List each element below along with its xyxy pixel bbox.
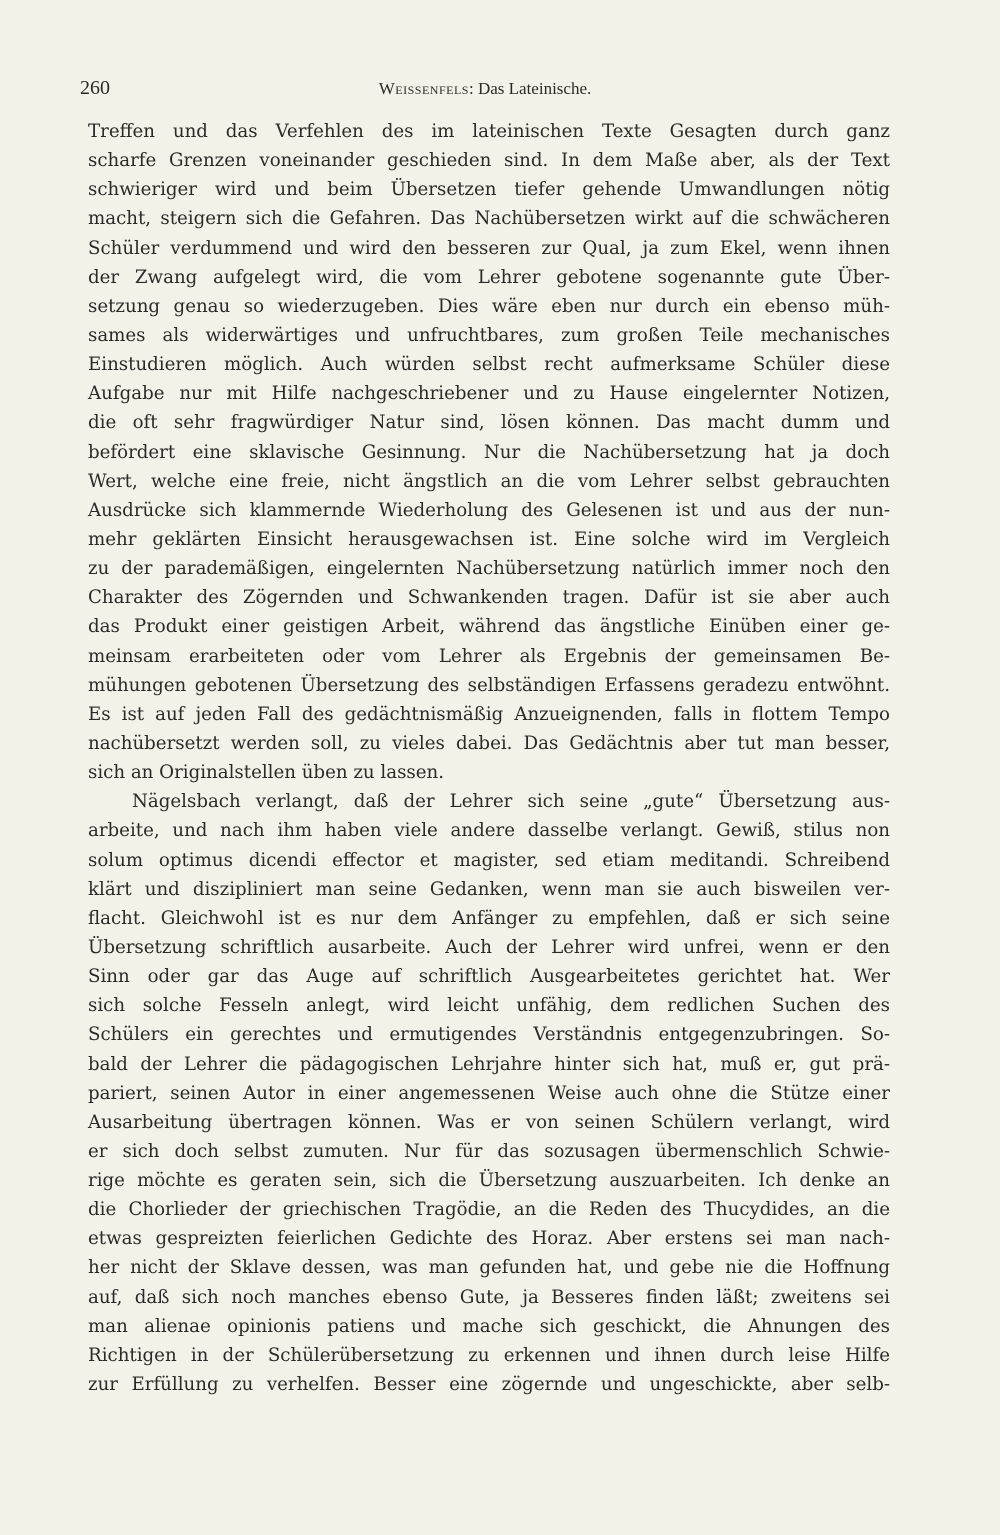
text-line: klärt und diszipliniert man seine Gedanken, wenn man sie auch bisweilen ver- (88, 878, 890, 900)
text-line: auf, daß sich noch manches ebenso Gute, ja Besseres finden läßt; zweitens sei (88, 1286, 890, 1308)
text-line: Es ist auf jeden Fall des gedächtnismäßig Anzueignenden, falls in flottem Tempo (88, 703, 890, 725)
text-line: meinsam erarbeiteten oder vom Lehrer als Ergebnis der gemeinsamen Be- (88, 645, 890, 667)
running-head (80, 74, 890, 104)
page-number: 260 (80, 77, 110, 99)
header-separator: : (468, 79, 478, 98)
body-text (88, 117, 890, 1399)
text-line: mühungen gebotenen Übersetzung des selbständigen Erfassens geradezu entwöhnt. (88, 674, 890, 696)
text-line: zur Erfüllung zu verhelfen. Besser eine zögernde und ungeschickte, aber selb- (88, 1374, 890, 1396)
paragraph-first-line: Nägelsbach verlangt, daß der Lehrer sich seine „gute“ Übersetzung aus- (132, 791, 890, 813)
text-line: Übersetzung schriftlich ausarbeite. Auch der Lehrer wird unfrei, wenn er den (88, 936, 890, 958)
text-line: Aufgabe nur mit Hilfe nachgeschriebener und zu Hause eingelernter Notizen, (88, 383, 890, 405)
running-title (80, 76, 890, 102)
text-line: er sich doch selbst zumuten. Nur für das sozusagen übermenschlich Schwie- (88, 1140, 890, 1162)
text-line: Ausarbeitung übertragen können. Was er von seinen Schülern verlangt, wird (88, 1111, 890, 1133)
text-line: etwas gespreizten feierlichen Gedichte des Horaz. Aber erstens sei man nach- (88, 1228, 890, 1250)
text-line: Schüler verdummend und wird den besseren zur Qual, ja zum Ekel, wenn ihnen (88, 237, 890, 259)
text-line: Treffen und das Verfehlen des im lateinischen Texte Gesagten durch ganz (88, 121, 890, 142)
text-line: sames als widerwärtiges und unfruchtbares, zum großen Teile mechanisches (88, 324, 890, 346)
text-line: mehr geklärten Einsicht herausgewachsen ist. Eine solche wird im Vergleich (88, 528, 890, 550)
text-line: flacht. Gleichwohl ist es nur dem Anfänger zu empfehlen, daß er sich seine (88, 907, 890, 929)
text-line: zu der parademäßigen, eingelernten Nachübersetzung natürlich immer noch den (88, 558, 890, 580)
text-line: Schülers ein gerechtes und ermutigendes Verständnis entgegenzubringen. So- (88, 1024, 890, 1046)
text-line: die Chorlieder der griechischen Tragödie, an die Reden des Thucydides, an die (88, 1199, 890, 1221)
text-line: solum optimus dicendi effector et magister, sed etiam meditandi. Schreibend (88, 849, 890, 871)
text-line: rige möchte es geraten sein, sich die Übersetzung auszuarbeiten. Ich denke an (88, 1170, 890, 1192)
text-line: das Produkt einer geistigen Arbeit, während das ängstliche Einüben einer ge- (88, 616, 890, 638)
text-line: bald der Lehrer die pädagogischen Lehrjahre hinter sich hat, muß er, gut prä- (88, 1053, 890, 1075)
text-line: der Zwang aufgelegt wird, die vom Lehrer gebotene sogenannte gute Über- (88, 266, 890, 288)
text-line: Einstudieren möglich. Auch würden selbst recht aufmerksame Schüler diese (88, 354, 890, 376)
header-work-title: Das Lateinische. (477, 79, 592, 98)
text-line: Ausdrücke sich klammernde Wiederholung des Gelesenen ist und aus der nun- (88, 499, 890, 521)
text-line: macht, steigern sich die Gefahren. Das Nachübersetzen wirkt auf die schwächeren (88, 208, 890, 230)
paragraph-last-line: sich an Originalstellen üben zu lassen. (88, 762, 444, 784)
text-line: arbeite, und nach ihm haben viele andere dasselbe verlangt. Gewiß, stilus non (88, 820, 890, 842)
text-line: befördert eine sklavische Gesinnung. Nur die Nachübersetzung hat ja doch (88, 441, 890, 463)
text-line: man alienae opinionis patiens und mache sich geschickt, die Ahnungen des (88, 1315, 890, 1337)
text-line: Sinn oder gar das Auge auf schriftlich Ausgearbeitetes gerichtet hat. Wer (88, 966, 890, 988)
text-line: die oft sehr fragwürdiger Natur sind, lösen können. Das macht dumm und (88, 412, 890, 434)
text-line: her nicht der Sklave dessen, was man gefunden hat, und gebe nie die Hoffnung (88, 1257, 890, 1279)
text-line: setzung genau so wiederzugeben. Dies wäre eben nur durch ein ebenso müh- (88, 295, 890, 317)
text-line: Wert, welche eine freie, nicht ängstlich an die vom Lehrer selbst gebrauchten (88, 470, 890, 492)
text-line: Charakter des Zögernden und Schwankenden tragen. Dafür ist sie aber auch (88, 587, 890, 609)
text-line: sich solche Fesseln anlegt, wird leicht unfähig, dem redlichen Suchen des (88, 995, 890, 1017)
text-line: pariert, seinen Autor in einer angemessenen Weise auch ohne die Stütze einer (88, 1082, 890, 1104)
header-author: Weissenfels (378, 79, 469, 98)
text-line: scharfe Grenzen voneinander geschieden sind. In dem Maße aber, als der Text (88, 150, 890, 172)
text-line: Richtigen in der Schülerübersetzung zu erkennen und ihnen durch leise Hilfe (88, 1344, 890, 1366)
text-line: schwieriger wird und beim Übersetzen tiefer gehende Umwandlungen nötig (88, 179, 890, 201)
text-line: nachübersetzt werden soll, zu vieles dabei. Das Gedächtnis aber tut man besser, (88, 732, 890, 754)
